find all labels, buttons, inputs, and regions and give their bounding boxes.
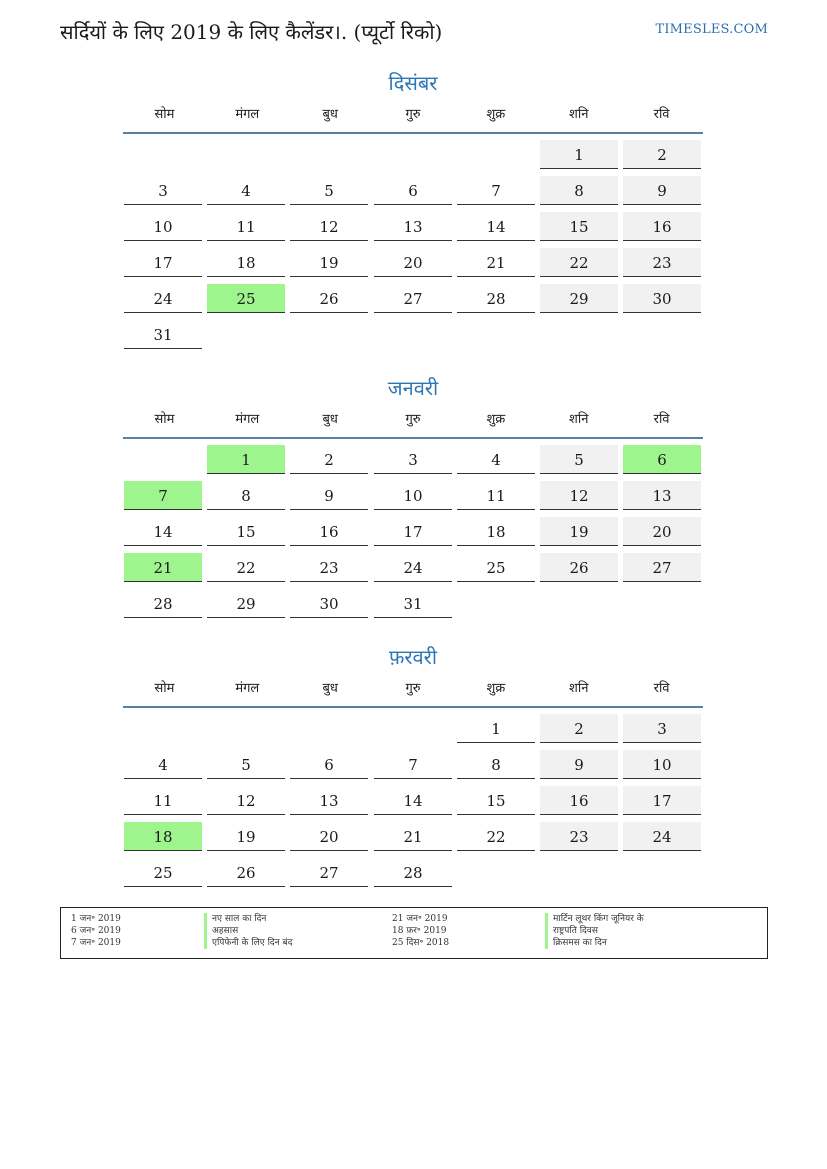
legend-date: 7 जन॰ 2019 — [71, 938, 121, 948]
day-cell: 16 — [290, 517, 368, 546]
legend-holiday-name: राष्ट्रपति दिवस — [545, 925, 598, 937]
day-cell: 26 — [207, 858, 285, 887]
day-cell: 1 — [540, 140, 618, 169]
day-cell: 12 — [207, 786, 285, 815]
holiday-legend — [60, 907, 768, 959]
day-cell: 18 — [457, 517, 535, 546]
day-cell: 31 — [374, 589, 452, 618]
legend-date: 1 जन॰ 2019 — [71, 914, 121, 924]
day-cell: 4 — [207, 176, 285, 205]
weekday-label: शनि — [569, 681, 589, 696]
day-cell: 22 — [207, 553, 285, 582]
day-cell: 29 — [207, 589, 285, 618]
day-cell: 2 — [290, 445, 368, 474]
weekday-header — [123, 98, 703, 134]
holiday-day-cell: 7 — [124, 481, 202, 510]
day-cell: 17 — [623, 786, 701, 815]
day-cell: 27 — [374, 284, 452, 313]
day-cell: 15 — [457, 786, 535, 815]
legend-date: 21 जन॰ 2019 — [392, 914, 448, 924]
day-cell: 28 — [124, 589, 202, 618]
day-cell: 11 — [207, 212, 285, 241]
legend-holiday-name: क्रिसमस का दिन — [545, 937, 607, 949]
month-january — [123, 373, 703, 613]
day-cell: 11 — [124, 786, 202, 815]
day-cell: 16 — [540, 786, 618, 815]
day-cell: 27 — [623, 553, 701, 582]
day-cell: 16 — [623, 212, 701, 241]
holiday-day-cell: 1 — [207, 445, 285, 474]
site-link[interactable]: TIMESLES.COM — [655, 22, 768, 37]
day-cell: 8 — [207, 481, 285, 510]
day-cell: 10 — [623, 750, 701, 779]
page-title: सर्दियों के लिए 2019 के लिए कैलेंडर।. (प्यूर्टो रिको) — [60, 20, 443, 44]
day-cell: 21 — [457, 248, 535, 277]
day-cell: 24 — [124, 284, 202, 313]
day-cell: 6 — [290, 750, 368, 779]
day-cell: 21 — [374, 822, 452, 851]
day-cell: 4 — [457, 445, 535, 474]
weekday-header — [123, 672, 703, 708]
weekday-label: सोम — [154, 681, 175, 696]
day-cell: 17 — [124, 248, 202, 277]
day-cell: 22 — [540, 248, 618, 277]
day-cell: 6 — [374, 176, 452, 205]
day-cell: 12 — [540, 481, 618, 510]
weekday-header — [123, 403, 703, 439]
day-cell: 19 — [207, 822, 285, 851]
legend-holiday-name: एपिफेनी के लिए दिन बंद — [204, 937, 292, 949]
weekday-label: मंगल — [235, 107, 260, 122]
day-cell: 8 — [457, 750, 535, 779]
day-cell: 23 — [290, 553, 368, 582]
day-cell: 2 — [623, 140, 701, 169]
weekday-label: मंगल — [235, 681, 260, 696]
legend-holiday-name: मार्टिन लूथर किंग जूनियर के — [545, 913, 644, 925]
holiday-day-cell: 25 — [207, 284, 285, 313]
day-cell: 25 — [457, 553, 535, 582]
day-cell: 25 — [124, 858, 202, 887]
day-cell: 11 — [457, 481, 535, 510]
day-cell: 26 — [290, 284, 368, 313]
day-cell: 9 — [623, 176, 701, 205]
day-cell: 4 — [124, 750, 202, 779]
weekday-label: शनि — [569, 412, 589, 427]
weekday-label: बुध — [322, 412, 338, 427]
weekday-label: बुध — [322, 107, 338, 122]
day-cell: 28 — [457, 284, 535, 313]
weekday-label: गुरु — [405, 107, 421, 122]
day-cell: 28 — [374, 858, 452, 887]
legend-holiday-name: नए साल का दिन — [204, 913, 266, 925]
day-cell: 19 — [540, 517, 618, 546]
legend-date: 6 जन॰ 2019 — [71, 926, 121, 936]
weekday-label: रवि — [653, 681, 670, 696]
day-cell: 20 — [623, 517, 701, 546]
month-title: जनवरी — [387, 376, 439, 400]
day-cell: 13 — [623, 481, 701, 510]
day-cell: 5 — [207, 750, 285, 779]
day-cell: 24 — [623, 822, 701, 851]
weekday-label: शुक्र — [486, 681, 506, 696]
weekday-label: शुक्र — [486, 107, 506, 122]
day-cell: 17 — [374, 517, 452, 546]
day-cell: 3 — [374, 445, 452, 474]
day-cell: 14 — [457, 212, 535, 241]
day-cell: 24 — [374, 553, 452, 582]
day-cell: 2 — [540, 714, 618, 743]
weekday-label: रवि — [653, 107, 670, 122]
day-cell: 14 — [374, 786, 452, 815]
day-cell: 20 — [374, 248, 452, 277]
weekday-label: मंगल — [235, 412, 260, 427]
weekday-label: सोम — [154, 412, 175, 427]
day-cell: 18 — [207, 248, 285, 277]
weekday-label: बुध — [322, 681, 338, 696]
day-cell: 20 — [290, 822, 368, 851]
month-title: फ़रवरी — [388, 645, 438, 669]
legend-date: 18 फ़र॰ 2019 — [392, 926, 447, 936]
holiday-day-cell: 21 — [124, 553, 202, 582]
day-cell: 27 — [290, 858, 368, 887]
month-february — [123, 642, 703, 882]
day-cell: 23 — [540, 822, 618, 851]
day-cell: 9 — [290, 481, 368, 510]
day-cell: 30 — [623, 284, 701, 313]
day-cell: 1 — [457, 714, 535, 743]
day-cell: 29 — [540, 284, 618, 313]
day-cell: 3 — [623, 714, 701, 743]
day-cell: 7 — [374, 750, 452, 779]
weekday-label: गुरु — [405, 412, 421, 427]
holiday-day-cell: 18 — [124, 822, 202, 851]
day-cell: 12 — [290, 212, 368, 241]
day-cell: 10 — [124, 212, 202, 241]
day-cell: 5 — [290, 176, 368, 205]
day-cell: 3 — [124, 176, 202, 205]
day-cell: 15 — [207, 517, 285, 546]
legend-holiday-name: अहसास — [204, 925, 238, 937]
day-cell: 13 — [374, 212, 452, 241]
month-december — [123, 68, 703, 344]
weekday-label: गुरु — [405, 681, 421, 696]
day-cell: 14 — [124, 517, 202, 546]
month-title: दिसंबर — [388, 71, 438, 95]
weekday-label: शनि — [569, 107, 589, 122]
day-cell: 5 — [540, 445, 618, 474]
holiday-day-cell: 6 — [623, 445, 701, 474]
day-cell: 13 — [290, 786, 368, 815]
day-cell: 15 — [540, 212, 618, 241]
weekday-label: सोम — [154, 107, 175, 122]
day-cell: 10 — [374, 481, 452, 510]
day-cell: 7 — [457, 176, 535, 205]
weekday-label: रवि — [653, 412, 670, 427]
day-cell: 8 — [540, 176, 618, 205]
day-cell: 23 — [623, 248, 701, 277]
day-cell: 9 — [540, 750, 618, 779]
day-cell: 19 — [290, 248, 368, 277]
day-cell: 30 — [290, 589, 368, 618]
day-cell: 31 — [124, 320, 202, 349]
legend-date: 25 दिस॰ 2018 — [392, 938, 450, 948]
day-cell: 22 — [457, 822, 535, 851]
weekday-label: शुक्र — [486, 412, 506, 427]
day-cell: 26 — [540, 553, 618, 582]
